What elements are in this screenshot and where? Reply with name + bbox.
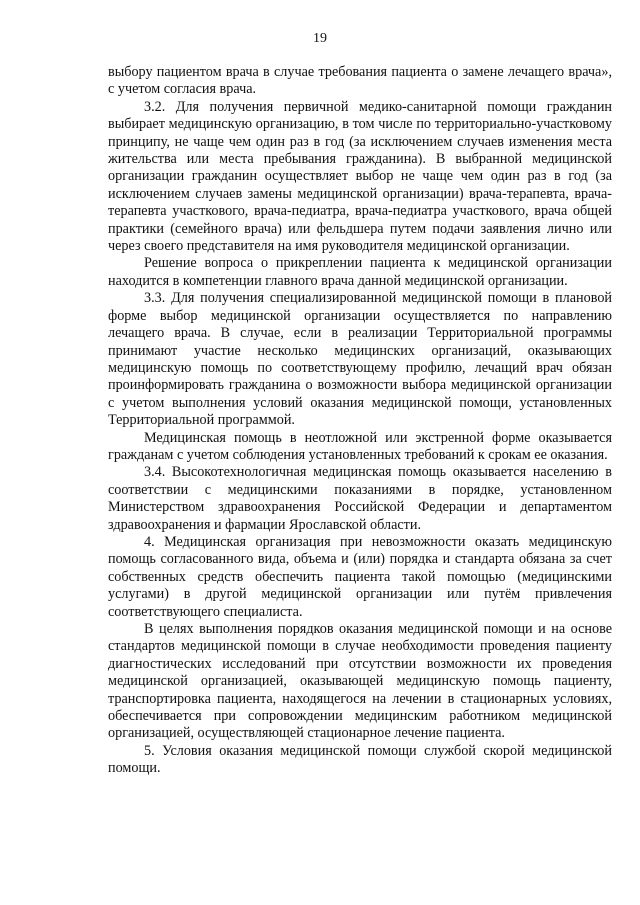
paragraph-4: 4. Медицинская организация при невозможности оказать медицинскую помощь согласованного вида, объема и (или) порядка и стандарта обязана за счет собственных средств обеспечить пациента такой помощью (медицинскими услугами) в другой медицинской организации или путём привлечения соответствующего специалиста. — [108, 533, 612, 620]
paragraph-emergency-care: Медицинская помощь в неотложной или экстренной форме оказывается гражданам с учетом соблюдения установленных требований к срокам ее оказания. — [108, 429, 612, 463]
paragraph-diagnostic-transport: В целях выполнения порядков оказания медицинской помощи и на основе стандартов медицинской помощи в случае необходимости проведения пациенту диагностических исследований при отсутствии возможности их проведения медицинской организацией, оказывающей медицинскую помощь пациенту, транспортировка пациента, находящегося на лечении в стационарных условиях, обеспечивается при сопровождении медицинским работником медицинской организацией, осуществляющей стационарное лечение пациента. — [108, 621, 612, 742]
paragraph-5: 5. Условия оказания медицинской помощи службой скорой медицинской помощи. — [108, 742, 612, 777]
paragraph-attachment-decision: Решение вопроса о прикреплении пациента к медицинской организации находится в компетенции главного врача данной медицинской организации. — [108, 255, 612, 289]
paragraph-continuation: выбору пациентом врача в случае требования пациента о замене лечащего врача», с учетом согласия врача. — [108, 64, 612, 98]
paragraph-3-2: 3.2. Для получения первичной медико-санитарной помощи гражданин выбирает медицинскую организацию, в том числе по территориально-участковому принципу, не чаще чем один раз в год (за исключением случаев изменения места жительства или места пребывания гражданина). В выбранной медицинской организации гражданин осуществляет выбор не чаще чем один раз в год (за исключением случаев замены медицинской организации) врача-терапевта, врача-терапевта участкового, врача-педиатра, врача-педиатра участкового, врача общей практики (семейного врача) или фельдшера путем подачи заявления лично или через своего представителя на имя руководителя медицинской организации. — [108, 98, 612, 255]
document-body — [108, 64, 612, 778]
paragraph-3-3: 3.3. Для получения специализированной медицинской помощи в плановой форме выбор медицинской организации осуществляется по направлению лечащего врача. В случае, если в реализации Территориальной программы принимают участие несколько медицинских организаций, оказывающих медицинскую помощь по соответствующему профилю, лечащий врач обязан проинформировать гражданина о возможности выбора медицинской организации с учетом выполнения условий оказания медицинской помощи, установленных Территориальной программой. — [108, 290, 612, 429]
paragraph-3-4: 3.4. Высокотехнологичная медицинская помощь оказывается населению в соответствии с медицинскими показаниями в порядке, установленном Министерством здравоохранения Российской Федерации и департаментом здравоохранения и фармации Ярославской области. — [108, 464, 612, 533]
page-number: 19 — [313, 31, 327, 46]
